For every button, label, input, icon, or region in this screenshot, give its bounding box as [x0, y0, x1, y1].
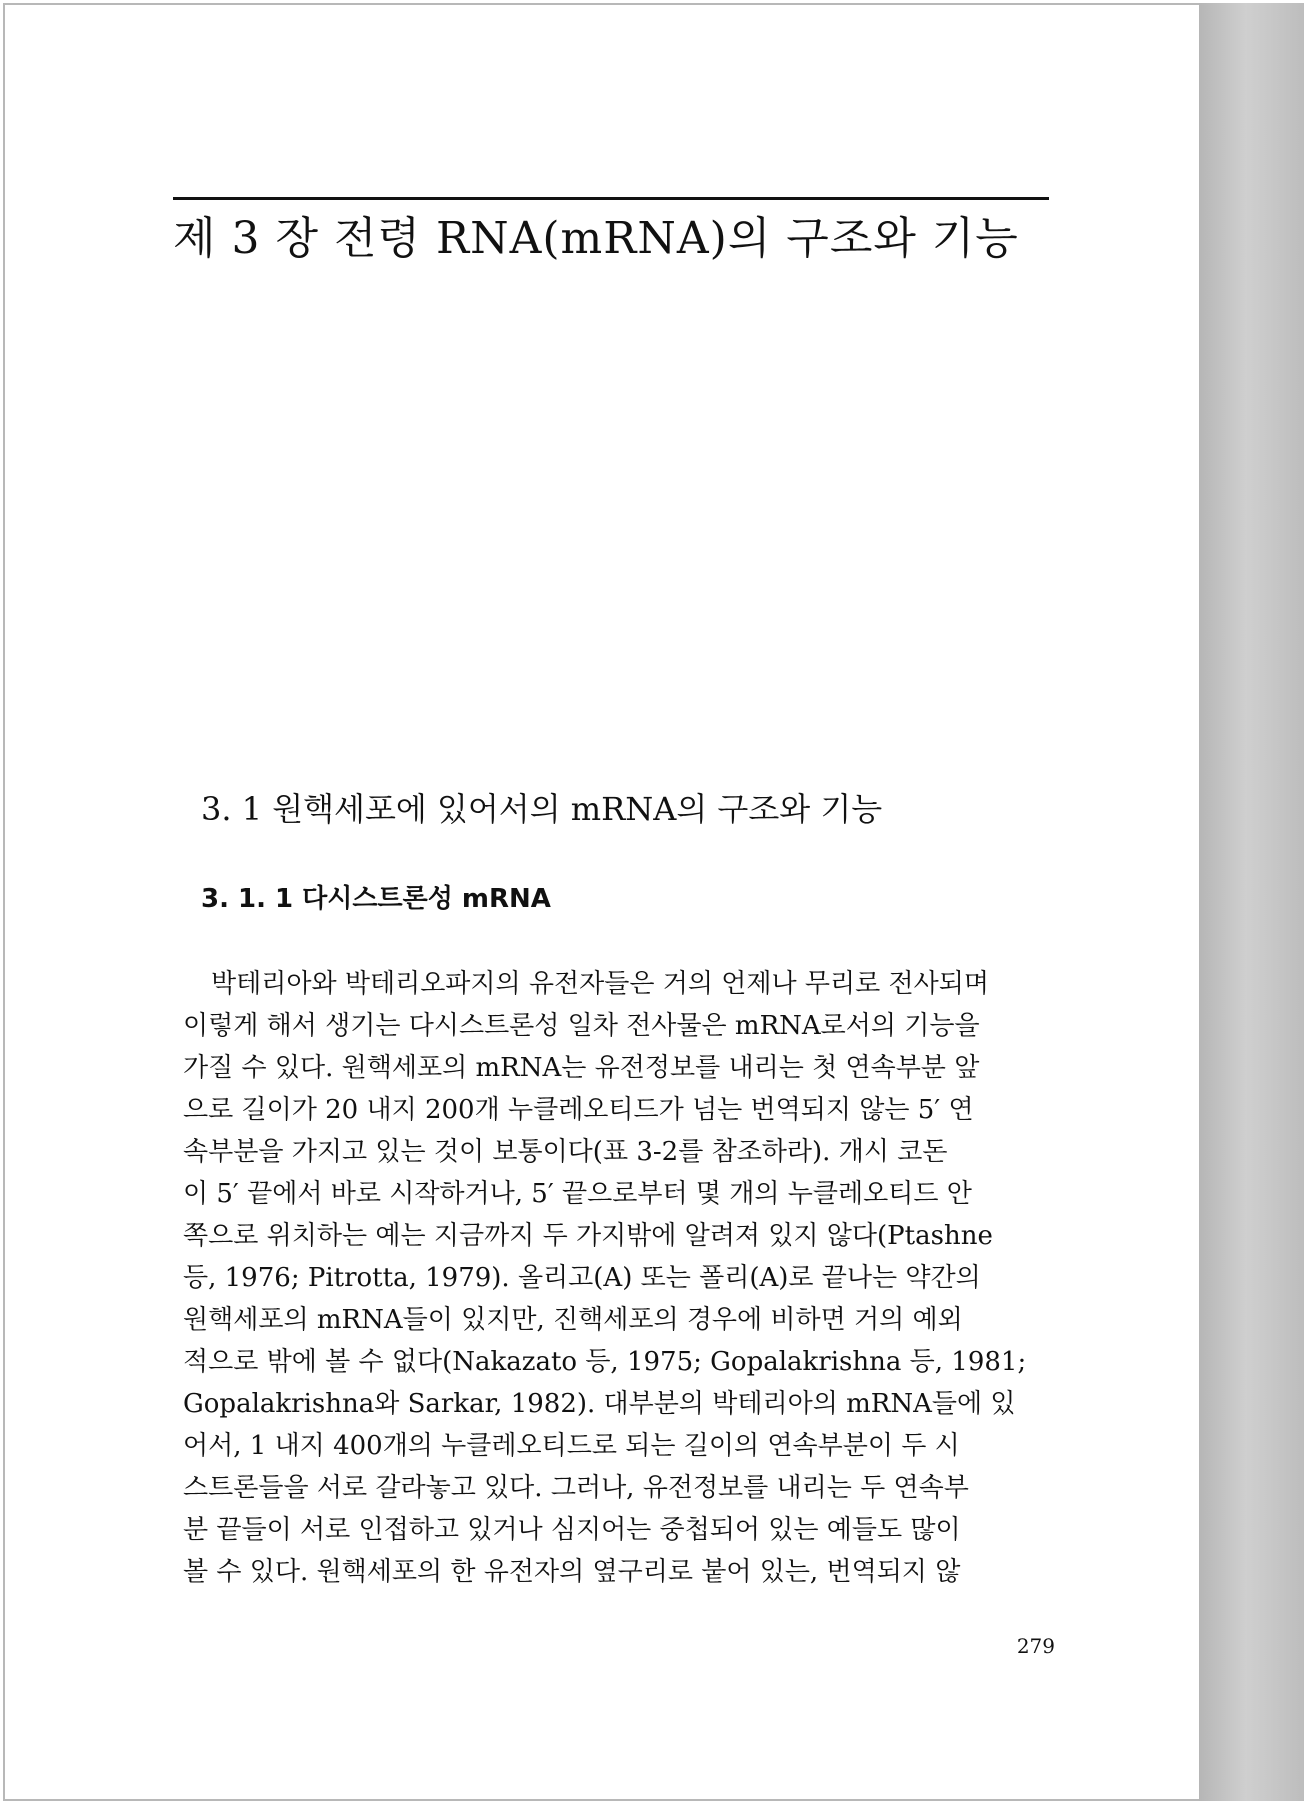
book-page: [3, 3, 1201, 1801]
page-stack-edge: [1199, 3, 1304, 1801]
chapter-title: 제 3 장 전령 RNA(mRNA)의 구조와 기능: [173, 213, 1019, 264]
chapter-rule: [173, 197, 1049, 200]
section-title: 3. 1 원핵세포에 있어서의 mRNA의 구조와 기능: [201, 790, 883, 828]
body-line: 박테리아와 박테리오파지의 유전자들은 거의 언제나 무리로 전사되며: [211, 969, 989, 999]
body-line: 볼 수 있다. 원핵세포의 한 유전자의 옆구리로 붙어 있는, 번역되지 않: [183, 1557, 961, 1587]
body-line: 이 5′ 끝에서 바로 시작하거나, 5′ 끝으로부터 몇 개의 누클레오티드 안: [183, 1179, 972, 1209]
body-line: 으로 길이가 20 내지 200개 누클레오티드가 넘는 번역되지 않는 5′ 연: [183, 1095, 974, 1125]
body-line: 어서, 1 내지 400개의 누클레오티드로 되는 길이의 연속부분이 두 시: [183, 1431, 960, 1461]
subsection-title: 3. 1. 1 다시스트론성 mRNA: [201, 884, 551, 914]
body-line: 등, 1976; Pitrotta, 1979). 올리고(A) 또는 폴리(A)로 끝나는 약간의: [183, 1263, 981, 1293]
body-line: 쪽으로 위치하는 예는 지금까지 두 가지밖에 알려져 있지 않다(Ptashne: [183, 1221, 993, 1251]
body-paragraph: [183, 963, 1045, 1593]
body-line: 속부분을 가지고 있는 것이 보통이다(표 3-2를 참조하라). 개시 코돈: [183, 1137, 948, 1167]
body-line: 분 끝들이 서로 인접하고 있거나 심지어는 중첩되어 있는 예들도 많이: [183, 1515, 961, 1545]
body-line: Gopalakrishna와 Sarkar, 1982). 대부분의 박테리아의 mRNA들에 있: [183, 1389, 1016, 1419]
body-line: 원핵세포의 mRNA들이 있지만, 진핵세포의 경우에 비하면 거의 예외: [183, 1305, 963, 1335]
body-line: 가질 수 있다. 원핵세포의 mRNA는 유전정보를 내리는 첫 연속부분 앞: [183, 1053, 980, 1083]
body-line: 이렇게 해서 생기는 다시스트론성 일차 전사물은 mRNA로서의 기능을: [183, 1011, 980, 1041]
body-line: 스트론들을 서로 갈라놓고 있다. 그러나, 유전정보를 내리는 두 연속부: [183, 1473, 969, 1503]
page-number: 279: [1016, 1634, 1055, 1658]
body-line: 적으로 밖에 볼 수 없다(Nakazato 등, 1975; Gopalakrishna 등, 1981;: [183, 1347, 1027, 1377]
